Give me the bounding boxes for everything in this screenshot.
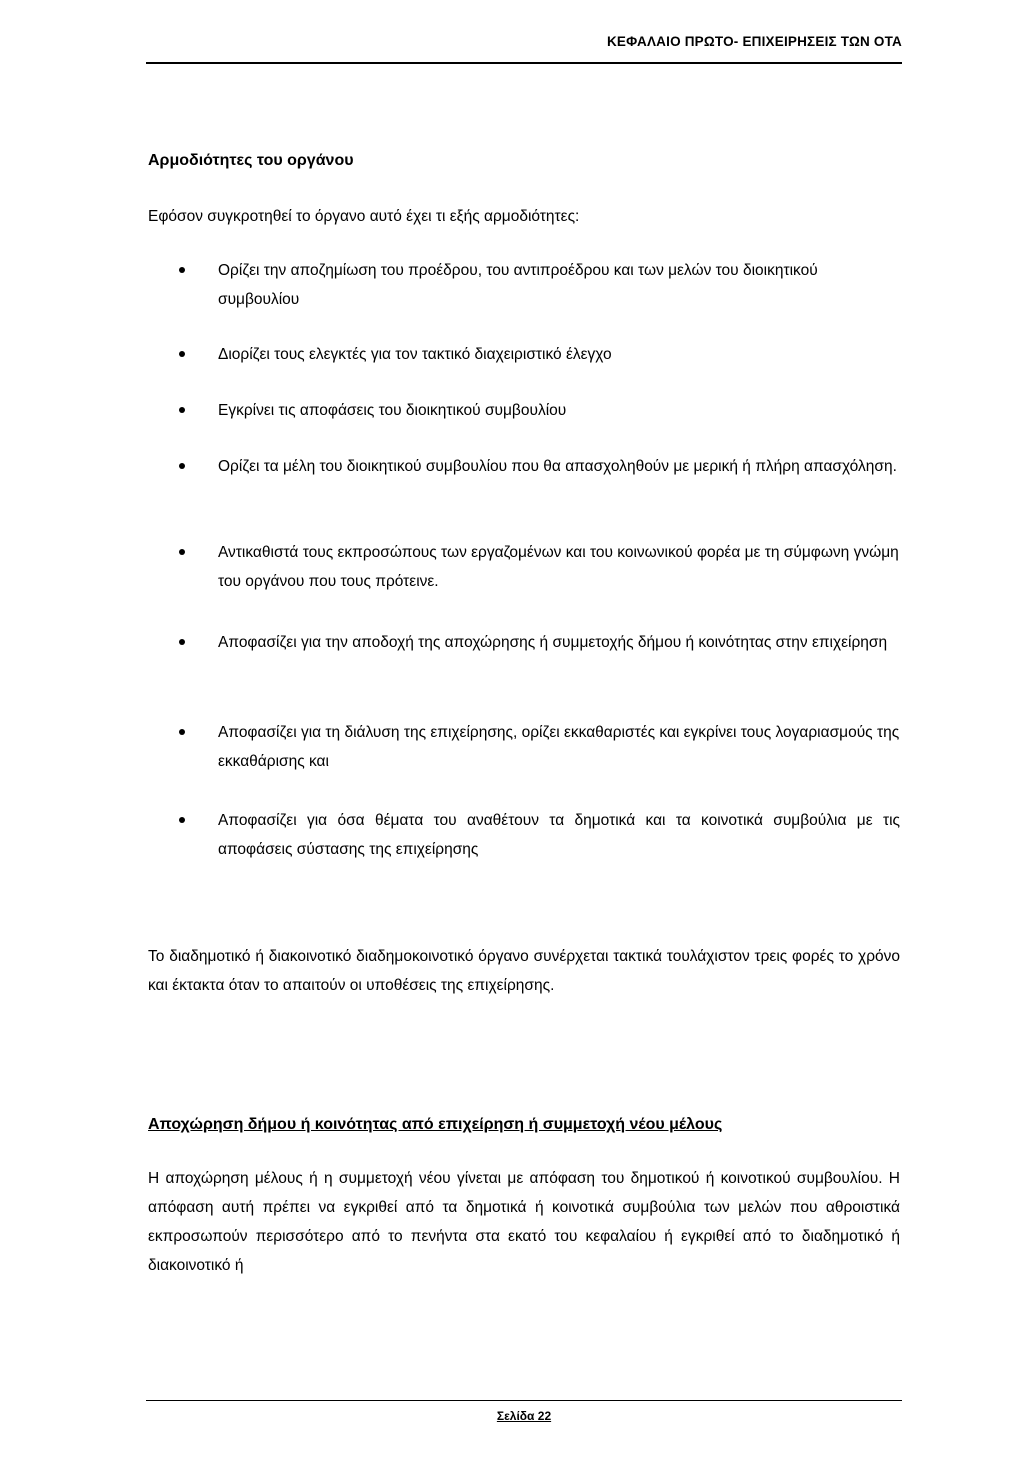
closing-paragraph: Το διαδημοτικό ή διακοινοτικό διαδημοκοινοτικό όργανο συνέρχεται τακτικά τουλάχιστον τρεις φορές το χρόνο και έκτακτα όταν το απαιτούν οι υποθέσεις της επιχείρησης. — [148, 948, 900, 994]
bullet-icon — [179, 639, 185, 645]
withdrawal-paragraph: Η αποχώρηση μέλους ή η συμμετοχή νέου γίνεται με απόφαση του δημοτικού ή κοινοτικού συμβουλίου. Η απόφαση αυτή πρέπει να εγκριθεί από τα δημοτικά ή κοινοτικά συμβούλια των μελών που αθροιστικά εκπροσωπούν περισσότερο από το πενήντα στα εκατό του κεφαλαίου ή εγκριθεί από το διαδημοτικό ή διακοινοτικό ή — [148, 1170, 900, 1274]
list-item-text: Εγκρίνει τις αποφάσεις του διοικητικού συμβουλίου — [218, 402, 567, 419]
list-item — [180, 806, 900, 864]
bullet-icon — [179, 817, 185, 823]
bullet-icon — [179, 729, 185, 735]
list-item — [180, 256, 900, 314]
section-title-competences: Αρμοδιότητες του οργάνου — [148, 152, 354, 169]
list-item-text: Αποφασίζει για τη διάλυση της επιχείρησης, ορίζει εκκαθαριστές και εγκρίνει τους λογαριασμούς της εκκαθάρισης και — [218, 724, 900, 770]
page-footer — [0, 1409, 1024, 1423]
bullet-icon — [179, 267, 185, 273]
list-item — [180, 452, 900, 481]
bullet-icon — [179, 351, 185, 357]
chapter-header: ΚΕΦΑΛΑΙΟ ΠΡΩΤΟ- ΕΠΙΧΕΙΡΗΣΕΙΣ ΤΩΝ ΟΤΑ — [606, 34, 902, 49]
bullet-icon — [179, 407, 185, 413]
list-item-text: Ορίζει την αποζημίωση του προέδρου, του αντιπροέδρου και των μελών του διοικητικού συμβουλίου — [218, 262, 818, 308]
list-item — [180, 396, 900, 425]
list-item-text: Αποφασίζει για την αποδοχή της αποχώρησης ή συμμετοχής δήμου ή κοινότητας στην επιχείρηση — [218, 634, 888, 651]
list-item — [180, 538, 900, 596]
list-item-text: Αντικαθιστά τους εκπροσώπους των εργαζομένων και του κοινωνικού φορέα με τη σύμφωνη γνώμη του οργάνου που τους πρότεινε. — [218, 544, 899, 590]
list-item — [180, 718, 900, 776]
list-item — [180, 340, 900, 369]
footer-rule — [146, 1400, 902, 1401]
page-number: Σελίδα 22 — [496, 1409, 552, 1423]
section-title-withdrawal: Αποχώρηση δήμου ή κοινότητας από επιχείρηση ή συμμετοχή νέου μέλους — [148, 1116, 723, 1133]
header-rule — [146, 62, 902, 64]
list-item — [180, 628, 900, 657]
intro-paragraph: Εφόσον συγκροτηθεί το όργανο αυτό έχει τι εξής αρμοδιότητες: — [148, 208, 580, 225]
bullet-icon — [179, 463, 185, 469]
list-item-text: Αποφασίζει για όσα θέματα του αναθέτουν τα δημοτικά και τα κοινοτικά συμβούλια με τις αποφάσεις σύστασης της επιχείρησης — [218, 812, 900, 858]
bullet-icon — [179, 549, 185, 555]
list-item-text: Διορίζει τους ελεγκτές για τον τακτικό διαχειριστικό έλεγχο — [218, 346, 612, 363]
list-item-text: Ορίζει τα μέλη του διοικητικού συμβουλίου που θα απασχοληθούν με μερική ή πλήρη απασχόληση. — [218, 458, 897, 475]
